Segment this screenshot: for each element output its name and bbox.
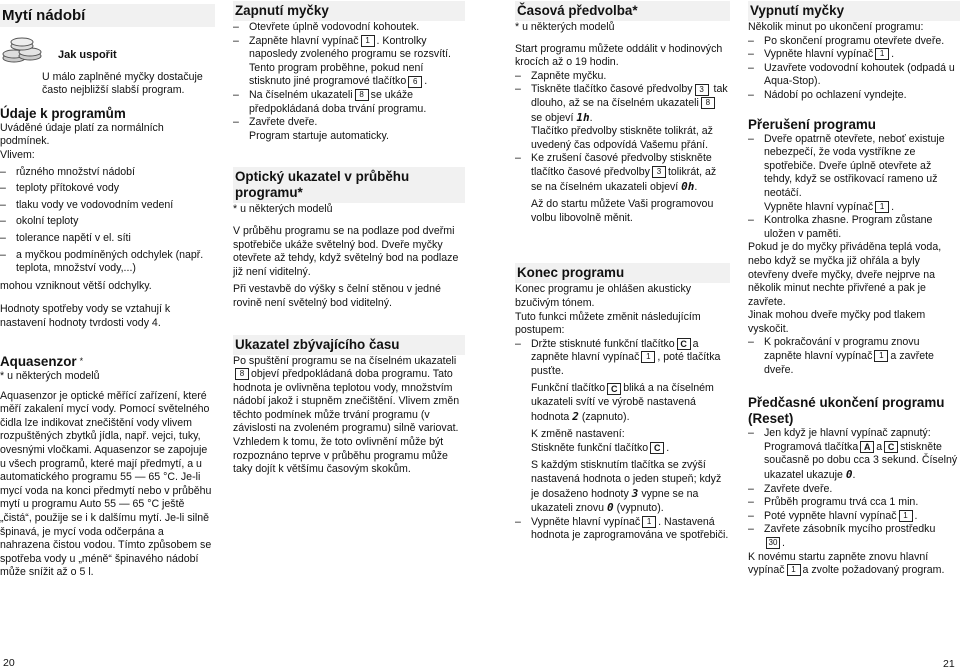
list-item: – Uzavřete vodovodní kohoutek (odpadá u Aqua-Stop). (748, 62, 960, 89)
main-switch-key-icon: 1 (642, 516, 656, 528)
list-item: – Otevřete úplně vodovodní kohoutek. (233, 21, 465, 35)
interrupt-step-b: Vypněte hlavní vypínač 1 . (764, 200, 895, 213)
list-item: – Tiskněte tlačítko časové předvolby 3 tak dlouho, až se na číselném ukazateli 8 se objeví 1h. (515, 83, 730, 125)
program-key-a-icon: A (860, 441, 874, 453)
main-switch-key-icon: 1 (875, 48, 889, 60)
coins-icon (0, 32, 46, 66)
display-0h-icon: 0h (681, 179, 695, 193)
section-heading-washing: Mytí nádobí (0, 4, 215, 27)
section-heading-switch-off: Vypnutí myčky (748, 1, 960, 21)
aquasensor-note: * u některých modelů (0, 370, 100, 383)
hardness-note: Hodnoty spotřeby vody se vztahují k nastavení hodnoty tvrdosti vody 4. (0, 303, 171, 329)
list-item: – Zavřete dveře. (233, 116, 465, 130)
interrupt-text: Pokud je do myčky přiváděna teplá voda, nebo když se myčka již ohřála a byly otevřeny dveře myčky, dveře nejprve na několik minut nechte přivřené a pak je zavřete. (748, 241, 942, 308)
influence-label: Vlivem: (0, 148, 35, 161)
function-key-c-icon: C (884, 441, 898, 453)
end-intro: Konec programu je ohlášen akusticky bzučivým tónem. (515, 283, 692, 309)
section-heading-remaining-time: Ukazatel zbývajícího času (233, 335, 465, 355)
main-switch-key-icon: 1 (899, 510, 913, 522)
list-item: – okolní teploty (0, 215, 215, 229)
list-item: – Zavřete zásobník mycího prostředku 30 . (748, 523, 960, 550)
influence-outro: mohou vzniknout větší odchylky. (0, 279, 152, 292)
display-0-icon: 0 (606, 501, 614, 515)
new-start-text: K novému startu zapněte znovu hlavní vypínač 1 a zvolte požadovaný program. (748, 550, 945, 577)
list-item: – Na číselném ukazateli 8 se ukáže předpokládaná doba trvání programu. (233, 89, 465, 116)
tip-title: Jak uspořit (58, 49, 117, 61)
end-step-a: Funkční tlačítko C bliká a na číselném ukazateli svítí ve výrobě nastavená hodnota 2 (zapnuto). (531, 382, 714, 423)
switch-off-intro: Několik minut po ukončení programu: (748, 21, 924, 33)
optical-note: * u některých modelů (233, 203, 333, 216)
program-data-intro: Uváděné údaje platí za normálních podmínek. (0, 121, 164, 148)
page-number-left: 20 (3, 657, 15, 669)
display-1h-icon: 1h (576, 110, 590, 124)
function-key-c-icon: C (650, 442, 664, 454)
display-icon: 8 (235, 368, 249, 380)
list-item: – K pokračování v programu znovu zapněte hlavní vypínač 1 a zavřete dveře. (748, 336, 960, 377)
end-step-b: K změně nastavení: (531, 428, 625, 441)
program-key-icon: 6 (408, 76, 422, 88)
list-item: – Vypněte hlavní vypínač 1 . Nastavená hodnota je zaprogramována ve spotřebiči. (515, 516, 730, 543)
display-0-icon: 0 (845, 468, 853, 482)
section-heading-delay-start: Časová předvolba* (515, 1, 730, 21)
section-heading-reset: Předčasné ukončení programu (Reset) (748, 395, 945, 427)
delay-note: * u některých modelů (515, 21, 615, 33)
section-heading-program-data: Údaje k programům (0, 105, 126, 121)
end-step-b2: Stiskněte funkční tlačítko C . (531, 441, 670, 454)
optical-text: V průběhu programu se na podlaze pod dveřmi spotřebiče ukáže světelný bod. Dveře myčky otevřete až tehdy, když světelný bod na podlaze již není viditelný. (233, 224, 459, 278)
column-4 (748, 0, 960, 578)
list-item: – Vypněte hlavní vypínač 1 . (748, 48, 960, 62)
aquasensor-heading (0, 355, 215, 371)
aquasensor-text: Aquasenzor je optické měřící zařízení, které měří zakalení mycí vody. Pomocí světelného čidla lze indikovat znečištění vody vlivem rozpuštěných zbytků jídla, např. vejci, tuky, ovesnými vločkami. Aquasenzor se zapojuje u všech programů, které mají předmytí, a u automatického programu 55 — 65 °C. Je-li mycí voda na konci předmytí nebo v průběhu mytí u programu Auto 55 — 65 °C ještě „čistá“, použije se i k dalšímu mytí. Je-li silně špinavá, je mycí voda odčerpána a nahrazena čistou vodou. Tímto způsobem se spotřeba vody u „méně“ špinavého nádobí může snížit až o 5 l. (0, 389, 212, 579)
section-heading-interrupt: Přerušení programu (748, 116, 876, 132)
display-3-icon: 3 (631, 486, 639, 500)
delay-sub: Tlačítko předvolby stiskněte tolikrát, až uvedený čas odpovídá Vašemu přání. (531, 125, 713, 151)
delay-key-icon: 3 (695, 84, 709, 96)
start-note: Program startuje automaticky. (249, 129, 389, 142)
function-key-c-icon: C (677, 338, 691, 350)
delay-key-icon: 3 (652, 166, 666, 178)
list-item: – Držte stisknuté funkční tlačítko C a zapněte hlavní vypínač 1 , poté tlačítka pusťte. (515, 338, 730, 379)
remaining-text: Po spuštění programu se na číselném ukazateli8 objeví předpokládaná doba programu. Tato hodnota je ovlivněna teplotou vody, množstvím nádobí jakož i stupněm znečištění. Vlivem změn těchto podmínek může trvání programu (v závislosti na zvoleném programu) silně variovat. Vzhledem k tomu, že toto ovlivnění může být rozpoznáno teprve v průběhu programu může taky dojít k většímu časovým skokům. (233, 354, 460, 476)
display-2-icon: 2 (572, 409, 579, 423)
list-item: – Kontrolka zhasne. Program zůstane uložen v paměti. (748, 214, 960, 241)
end-step-c: S každým stisknutím tlačítka se zvýší nastavená hodnota o jeden stupeň; když je dosaženo hodnoty 3 vypne se na ukazateli znovu 0 (vypnuto). (531, 459, 722, 515)
section-heading-switch-on: Zapnutí myčky (233, 1, 465, 21)
list-item: – tolerance napětí v el. síti (0, 232, 215, 246)
list-item: – různého množství nádobí (0, 166, 215, 180)
list-item: – Průběh programu trvá cca 1 min. (748, 496, 960, 510)
delay-intro: Start programu můžete oddálit v hodinových krocích až o 19 hodin. (515, 42, 723, 69)
section-heading-optical-indicator: Optický ukazatel v průběhu programu* (233, 167, 465, 203)
display-icon: 8 (701, 97, 715, 109)
aquasensor-star: * (79, 355, 84, 366)
function-key-c-icon: C (607, 383, 621, 395)
page-number-right: 21 (943, 658, 955, 670)
main-switch-key-icon: 1 (641, 351, 655, 363)
list-item: – tlaku vody ve vodovodním vedení (0, 199, 215, 213)
detergent-dispenser-icon: 30 (766, 537, 780, 549)
list-item: – Zavřete dveře. (748, 483, 960, 497)
list-item: – Po skončení programu otevřete dveře. (748, 35, 960, 49)
list-item: – Zapněte myčku. (515, 70, 730, 84)
list-item: – Jen když je hlavní vypínač zapnutý: Programová tlačítka A a C stiskněte současně po dobu cca 3 sekund. Číselný ukazatel ukazuje 0. (748, 427, 960, 482)
display-icon: 8 (355, 89, 369, 101)
list-item: – a myčkou podmíněných odchylek (např. teplota, množství vody,...) (0, 249, 215, 276)
tip-text: U málo zaplněné myčky dostačuje často nejbližší slabší program. (42, 70, 203, 97)
delay-sub-2: Až do startu můžete Vaši programovou volbu libovolně měnit. (531, 198, 714, 224)
list-item: – Dveře opatrně otevřete, neboť existuje nebezpečí, že voda vystříkne ze spotřebiče. Dveře úplně otevřete až tehdy, když se ostřikovací rameno už neotáčí. (748, 133, 960, 201)
column-3 (515, 0, 730, 543)
column-1 (0, 0, 215, 580)
interrupt-text-2: Jinak mohou dveře myčky pod tlakem vyskočit. (748, 309, 926, 335)
list-item: – Ke zrušení časové předvolby stiskněte tlačítko časové předvolby 3 tolikrát, až se na číselném ukazateli objeví 0h. (515, 152, 730, 194)
list-item: – Zapněte hlavní vypínač 1 . Kontrolky naposledy zvoleného programu se rozsvítí. Tento program proběhne, pokud není stisknuto jiné programové tlačítko 6 . (233, 35, 465, 89)
main-switch-key-icon: 1 (787, 564, 801, 576)
main-switch-key-icon: 1 (361, 35, 375, 47)
list-item: – Poté vypněte hlavní vypínač 1 . (748, 510, 960, 524)
influence-list (0, 166, 215, 276)
section-heading-program-end: Konec programu (515, 263, 730, 283)
aquasensor-title: Aquasenzor (0, 353, 77, 369)
main-switch-key-icon: 1 (875, 201, 889, 213)
column-2 (233, 0, 465, 477)
main-switch-key-icon: 1 (874, 350, 888, 362)
end-intro-2: Tuto funkci můžete změnit následujícím postupem: (515, 310, 701, 337)
list-item: – Nádobí po ochlazení vyndejte. (748, 89, 960, 103)
optical-text-2: Při vestavbě do výšky s čelní stěnou v jedné rovině není světelný bod viditelný. (233, 283, 441, 309)
list-item: – teploty přítokové vody (0, 182, 215, 196)
